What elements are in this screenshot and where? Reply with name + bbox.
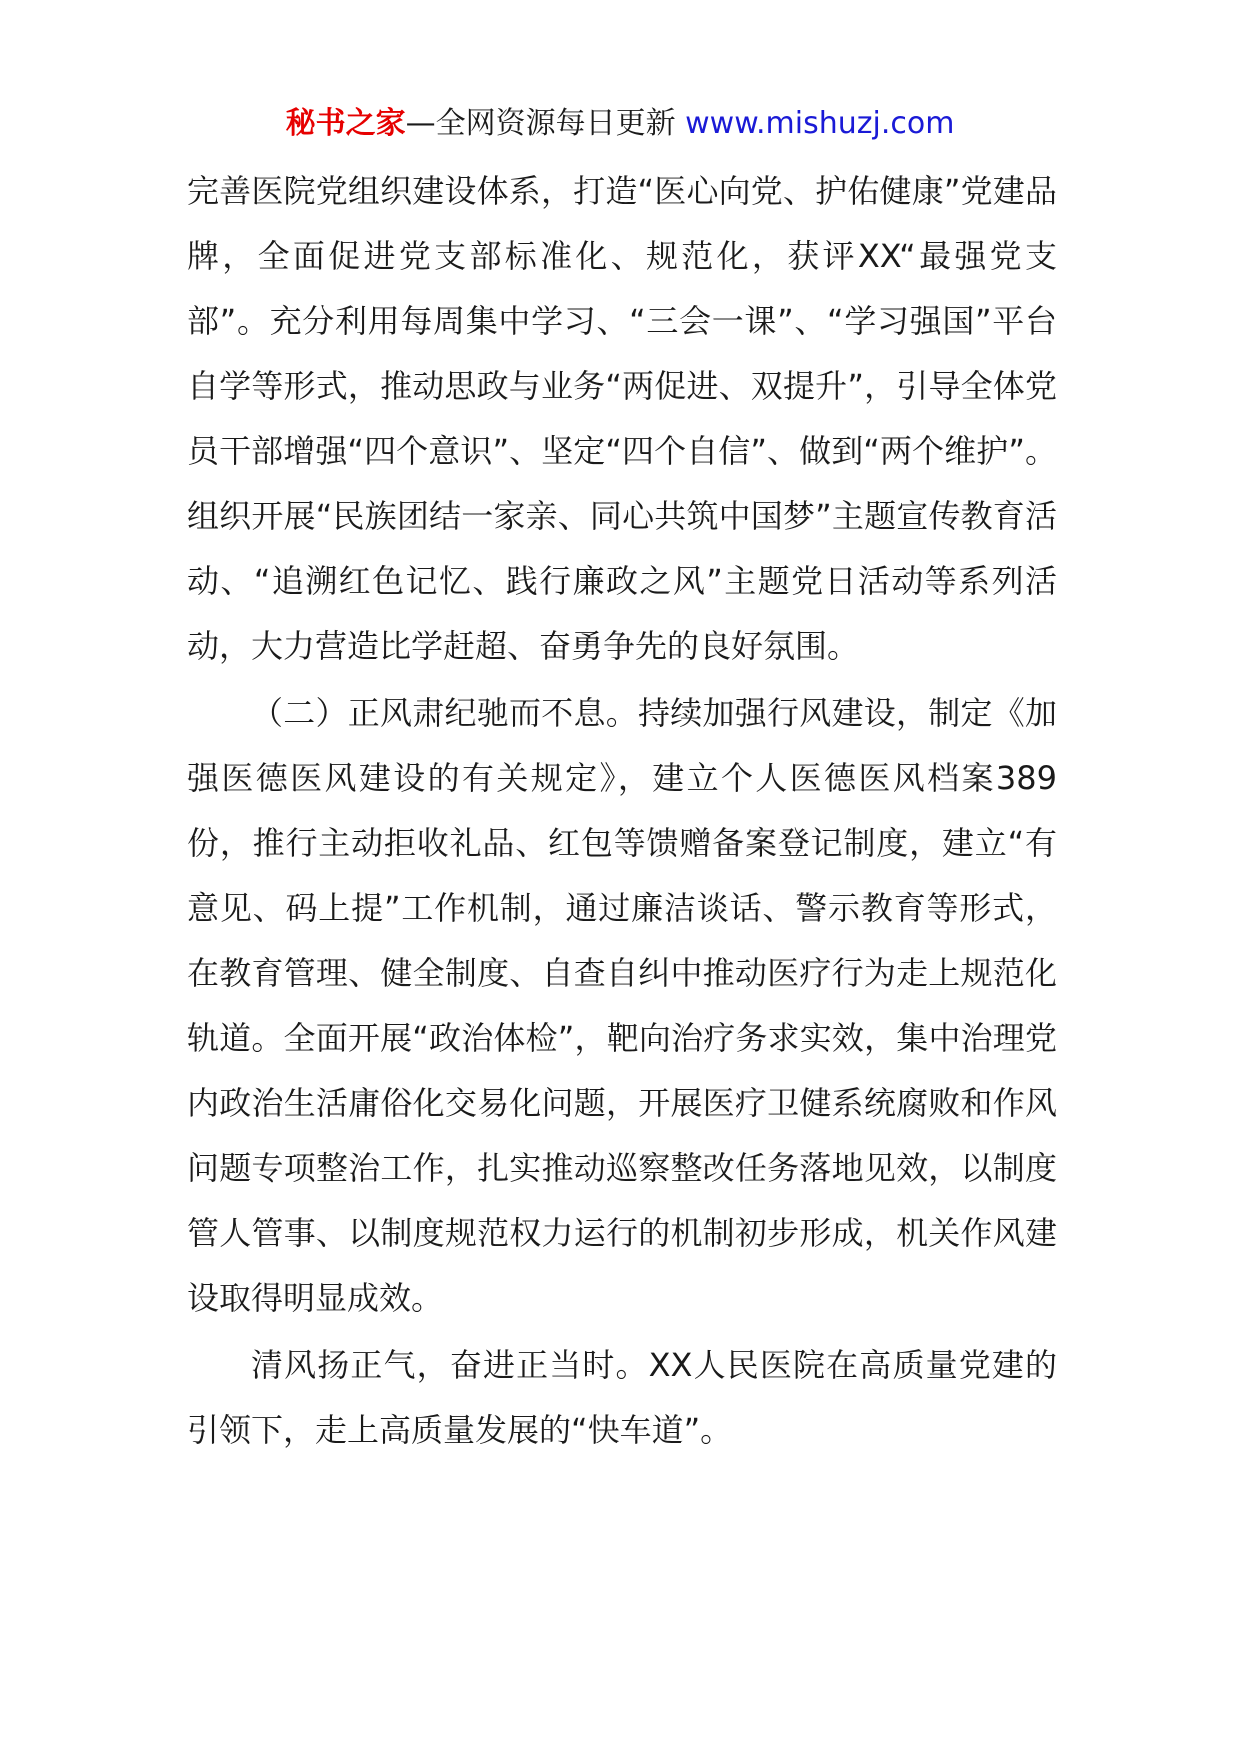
header-brand: 秘书之家 bbox=[285, 106, 406, 141]
header-url-link[interactable]: www.mishuzj.com bbox=[685, 106, 955, 141]
document-body bbox=[187, 159, 1057, 1463]
header-tagline: —全网资源每日更新 bbox=[405, 106, 676, 141]
watermark-header bbox=[0, 100, 1240, 148]
paragraph-discipline: （二）正风肃纪驰而不息。持续加强行风建设，制定《加强医德医风建设的有关规定》，建立个人医德医风档案389份，推行主动拒收礼品、红包等馈赠备案登记制度，建立“有意见、码上提”工作机制，通过廉洁谈话、警示教育等形式，在教育管理、健全制度、自查自纠中推动医疗行为走上规范化轨道。全面开展“政治体检”，靶向治疗务求实效，集中治理党内政治生活庸俗化交易化问题，开展医疗卫健系统腐败和作风问题专项整治工作，扎实推动巡察整改任务落地见效，以制度管人管事、以制度规范权力运行的机制初步形成，机关作风建设取得明显成效。 bbox=[187, 694, 1057, 1317]
paragraph-party-building: 完善医院党组织建设体系，打造“医心向党、护佑健康”党建品牌，全面促进党支部标准化、规范化，获评XX“最强党支部”。充分利用每周集中学习、“三会一课”、“学习强国”平台自学等形式，推动思政与业务“两促进、双提升”，引导全体党员干部增强“四个意识”、坚定“四个自信”、做到“两个维护”。组织开展“民族团结一家亲、同心共筑中国梦”主题宣传教育活动、“追溯红色记忆、践行廉政之风”主题党日活动等系列活动，大力营造比学赶超、奋勇争先的良好氛围。 bbox=[187, 172, 1057, 665]
paragraph-conclusion: 清风扬正气，奋进正当时。XX人民医院在高质量党建的引领下，走上高质量发展的“快车道”。 bbox=[187, 1346, 1057, 1449]
